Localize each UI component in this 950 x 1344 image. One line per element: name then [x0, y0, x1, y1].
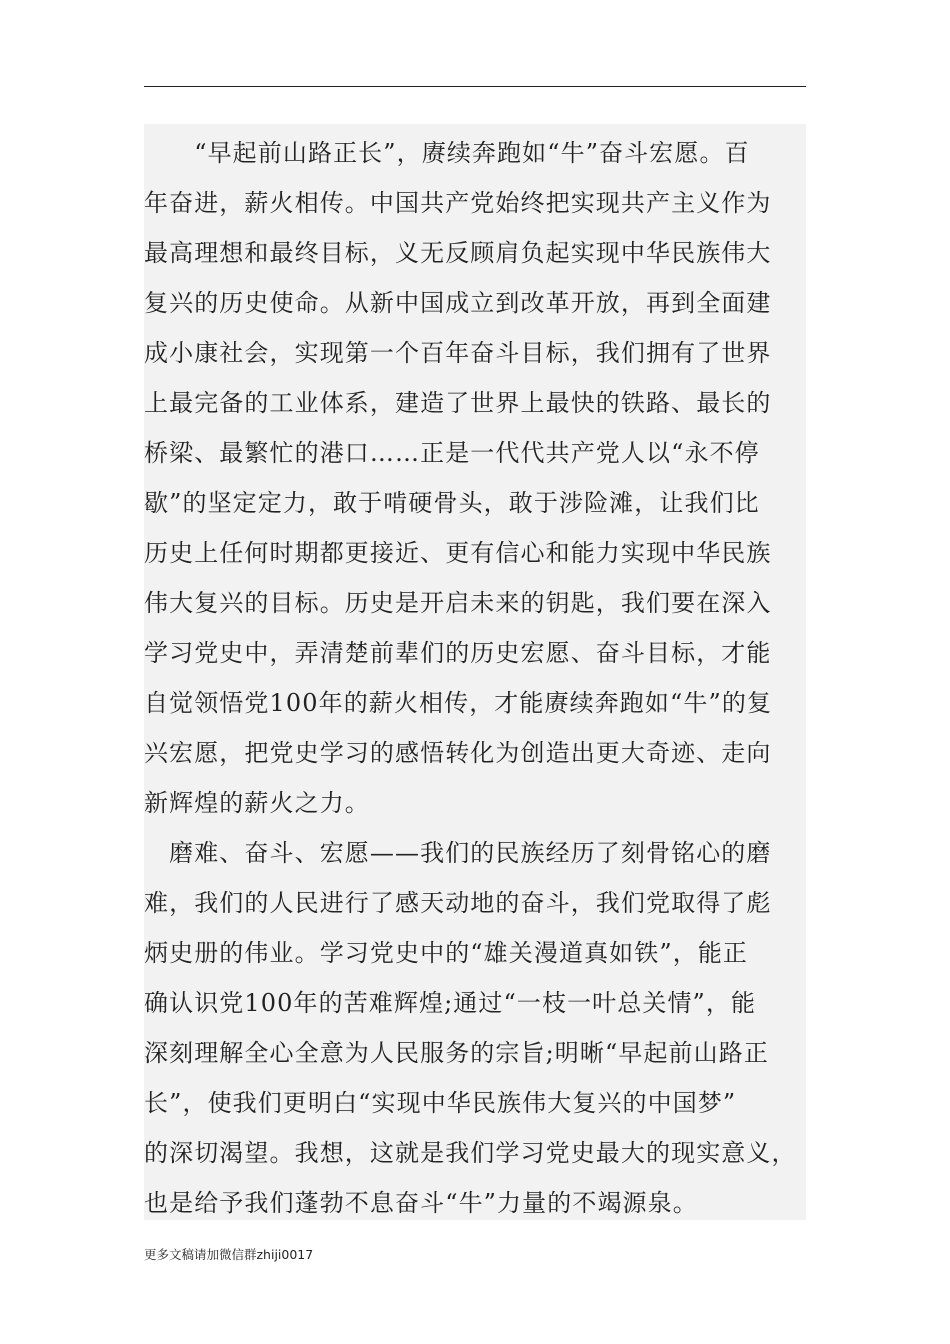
text-line: 桥梁、最繁忙的港口……正是一代代共产党人以“永不停 — [144, 439, 760, 467]
text-line: 学习党史中，弄清楚前辈们的历史宏愿、奋斗目标，才能 — [144, 639, 772, 667]
text-line: 上最完备的工业体系，建造了世界上最快的铁路、最长的 — [144, 389, 772, 417]
text-line: 长”，使我们更明白“实现中华民族伟大复兴的中国梦” — [144, 1089, 737, 1117]
text-line: 成小康社会，实现第一个百年奋斗目标，我们拥有了世界 — [144, 339, 772, 367]
text-line: “早起前山路正长”，赓续奔跑如“牛”奋斗宏愿。百 — [144, 139, 750, 167]
text-line: 兴宏愿，把党史学习的感悟转化为创造出更大奇迹、走向 — [144, 739, 772, 767]
text-line: 难，我们的人民进行了感天动地的奋斗，我们党取得了彪 — [144, 889, 772, 917]
text-line: 伟大复兴的目标。历史是开启未来的钥匙，我们要在深入 — [144, 589, 772, 617]
text-line: 的深切渴望。我想，这就是我们学习党史最大的现实意义， — [144, 1139, 797, 1167]
text-line: 确认识党100年的苦难辉煌;通过“一枝一叶总关情”，能 — [144, 989, 757, 1017]
text-line: 复兴的历史使命。从新中国成立到改革开放，再到全面建 — [144, 289, 772, 317]
text-line: 自觉领悟党100年的薪火相传，才能赓续奔跑如“牛”的复 — [144, 689, 773, 717]
text-line: 歇”的坚定定力，敢于啃硬骨头，敢于涉险滩，让我们比 — [144, 489, 760, 517]
text-line: 历史上任何时期都更接近、更有信心和能力实现中华民族 — [144, 539, 772, 567]
text-line: 新辉煌的薪火之力。 — [144, 789, 370, 817]
text-line: 磨难、奋斗、宏愿——我们的民族经历了刻骨铭心的磨 — [144, 839, 772, 867]
footer-note: 更多文稿请加微信群zhiji0017 — [144, 1247, 314, 1262]
text-line: 最高理想和最终目标，义无反顾肩负起实现中华民族伟大 — [144, 239, 772, 267]
text-line: 炳史册的伟业。学习党史中的“雄关漫道真如铁”，能正 — [144, 939, 749, 967]
text-line: 也是给予我们蓬勃不息奋斗“牛”力量的不竭源泉。 — [144, 1189, 698, 1217]
header-rule — [144, 86, 806, 87]
text-line: 深刻理解全心全意为人民服务的宗旨;明晰“早起前山路正 — [144, 1039, 769, 1067]
text-line: 年奋进，薪火相传。中国共产党始终把实现共产主义作为 — [144, 189, 772, 217]
